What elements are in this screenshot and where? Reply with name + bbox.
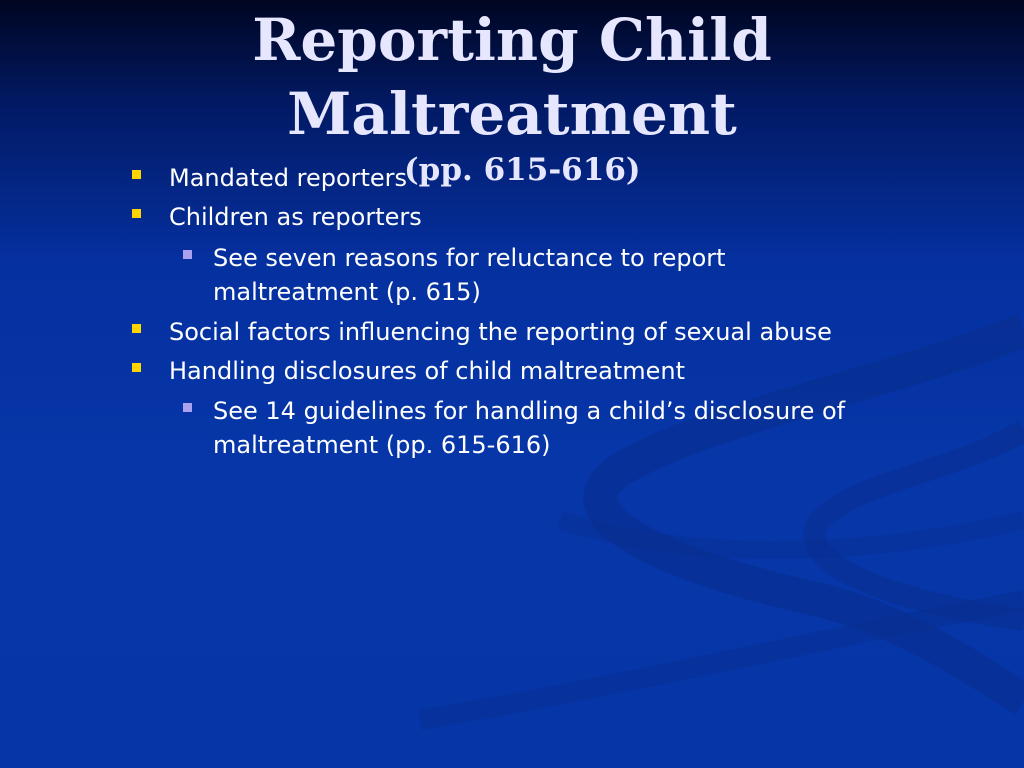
bullet-children-as-reporters: Children as reporters <box>169 203 422 231</box>
bullet-marker-icon <box>132 209 141 218</box>
sub-bullet-marker-icon <box>183 403 192 412</box>
sub-bullet-14-guidelines-line-1: See 14 guidelines for handling a child’s disclosure of <box>213 397 846 425</box>
bullet-mandated-reporters: Mandated reporters <box>169 164 408 192</box>
slide-title-line-2: Maltreatment <box>287 80 737 148</box>
slide-title-page-reference: (pp. 615-616) <box>404 152 641 188</box>
bullet-marker-icon <box>132 170 141 179</box>
sub-bullet-seven-reasons-line-1: See seven reasons for reluctance to report <box>213 244 726 272</box>
sub-bullet-marker-icon <box>183 250 192 259</box>
bullet-marker-icon <box>132 324 141 333</box>
bullet-social-factors: Social factors influencing the reporting of sexual abuse <box>169 318 832 346</box>
bullet-marker-icon <box>132 363 141 372</box>
bullet-handling-disclosures: Handling disclosures of child maltreatment <box>169 357 686 385</box>
sub-bullet-14-guidelines-line-2: maltreatment (pp. 615-616) <box>213 431 551 459</box>
slide-title-line-1: Reporting Child <box>252 6 772 74</box>
sub-bullet-seven-reasons-line-2: maltreatment (p. 615) <box>213 278 481 306</box>
